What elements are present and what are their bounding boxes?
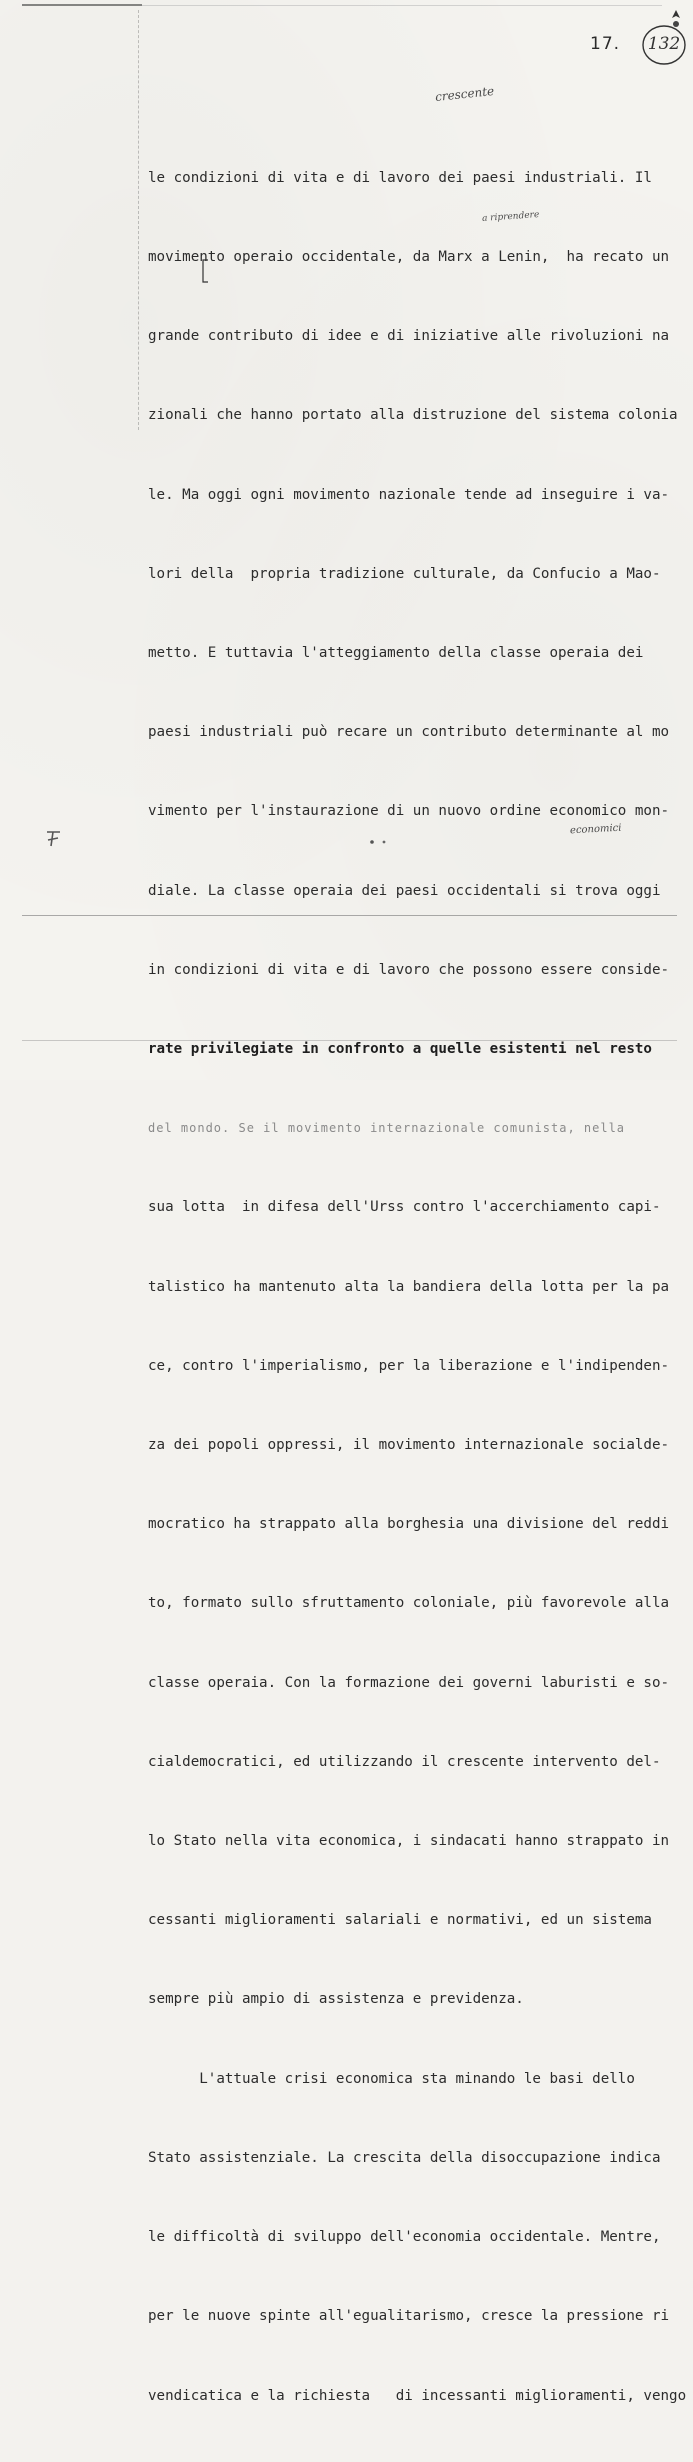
text-line: lori della propria tradizione culturale, da Confucio a Mao- [148, 565, 661, 582]
text-line: ce, contro l'imperialismo, per la liberazione e l'indipenden- [148, 1357, 670, 1374]
text-line: za dei popoli oppressi, il movimento internazionale socialde- [148, 1437, 670, 1454]
top-rule [22, 4, 142, 6]
text-line: movimento operaio occidentale, da Marx a Lenin, ha recato un [148, 249, 670, 266]
text-line: Stato assistenziale. La crescita della disoccupazione indica [148, 2149, 661, 2166]
text-line: paesi industriali può recare un contributo determinante al mo [148, 724, 670, 741]
handwritten-annotation-middle: a riprendere [481, 210, 540, 224]
text-line: zionali che hanno portato alla distruzione del sistema colonia [148, 407, 678, 424]
text-line: per le nuove spinte all'egualitarismo, cresce la pressione ri [148, 2308, 670, 2325]
margin-line [138, 10, 140, 430]
text-line: in condizioni di vita e di lavoro che possono essere conside- [148, 961, 670, 978]
text-line: vendicatica e la richiesta di incessanti miglioramenti, vengo [148, 2387, 687, 2404]
ink-dots-icon [368, 838, 392, 846]
text-line: le condizioni di vita e di lavoro dei paesi industriali. Il [148, 169, 652, 186]
page-stamp-text: 132 [647, 34, 681, 54]
page-number: 17. [590, 34, 621, 54]
text-line: classe operaia. Con la formazione dei governi laburisti e so- [148, 1674, 670, 1691]
text-line: grande contributo di idee e di iniziative alle rivoluzioni na [148, 328, 670, 345]
text-line: sua lotta in difesa dell'Urss contro l'accerchiamento capi- [148, 1199, 661, 1216]
text-line: metto. E tuttavia l'atteggiamento della classe operaia dei [148, 645, 644, 662]
text-line: vimento per l'instaurazione di un nuovo ordine economico mon- [148, 803, 670, 820]
bottom-rule-faint [22, 1040, 677, 1041]
text-line: mocratico ha strappato alla borghesia una divisione del reddi [148, 1516, 670, 1533]
handwritten-annotation-bottom: economici [569, 822, 622, 837]
text-line: cessanti miglioramenti salariali e normativi, ed un sistema [148, 1912, 652, 1929]
top-rule-faint [142, 5, 662, 6]
text-line: rate privilegiate in confronto a quelle esistenti nel resto [148, 1041, 652, 1058]
body-text [148, 112, 687, 2462]
text-line: sempre più ampio di assistenza e previdenza. [148, 1991, 524, 2008]
text-line: cialdemocratici, ed utilizzando il crescente intervento del- [148, 1753, 661, 1770]
text-line: L'attuale crisi economica sta minando le basi dello [148, 2070, 635, 2087]
margin-scribble-icon [44, 828, 64, 850]
text-line: lo Stato nella vita economica, i sindacati hanno strappato in [148, 1833, 670, 1850]
bottom-rule [22, 915, 677, 916]
text-line: diale. La classe operaia dei paesi occidentali si trova oggi [148, 882, 661, 899]
handwritten-annotation-top: crescente [434, 83, 495, 105]
text-line: to, formato sullo sfruttamento coloniale, più favorevole alla [148, 1595, 670, 1612]
text-line: talistico ha mantenuto alta la bandiera della lotta per la pa [148, 1278, 670, 1295]
text-line: le. Ma oggi ogni movimento nazionale tende ad inseguire i va- [148, 486, 670, 503]
text-line: le difficoltà di sviluppo dell'economia occidentale. Mentre, [148, 2229, 661, 2246]
text-line: del mondo. Se il movimento internazionale comunista, nella [148, 1121, 626, 1136]
